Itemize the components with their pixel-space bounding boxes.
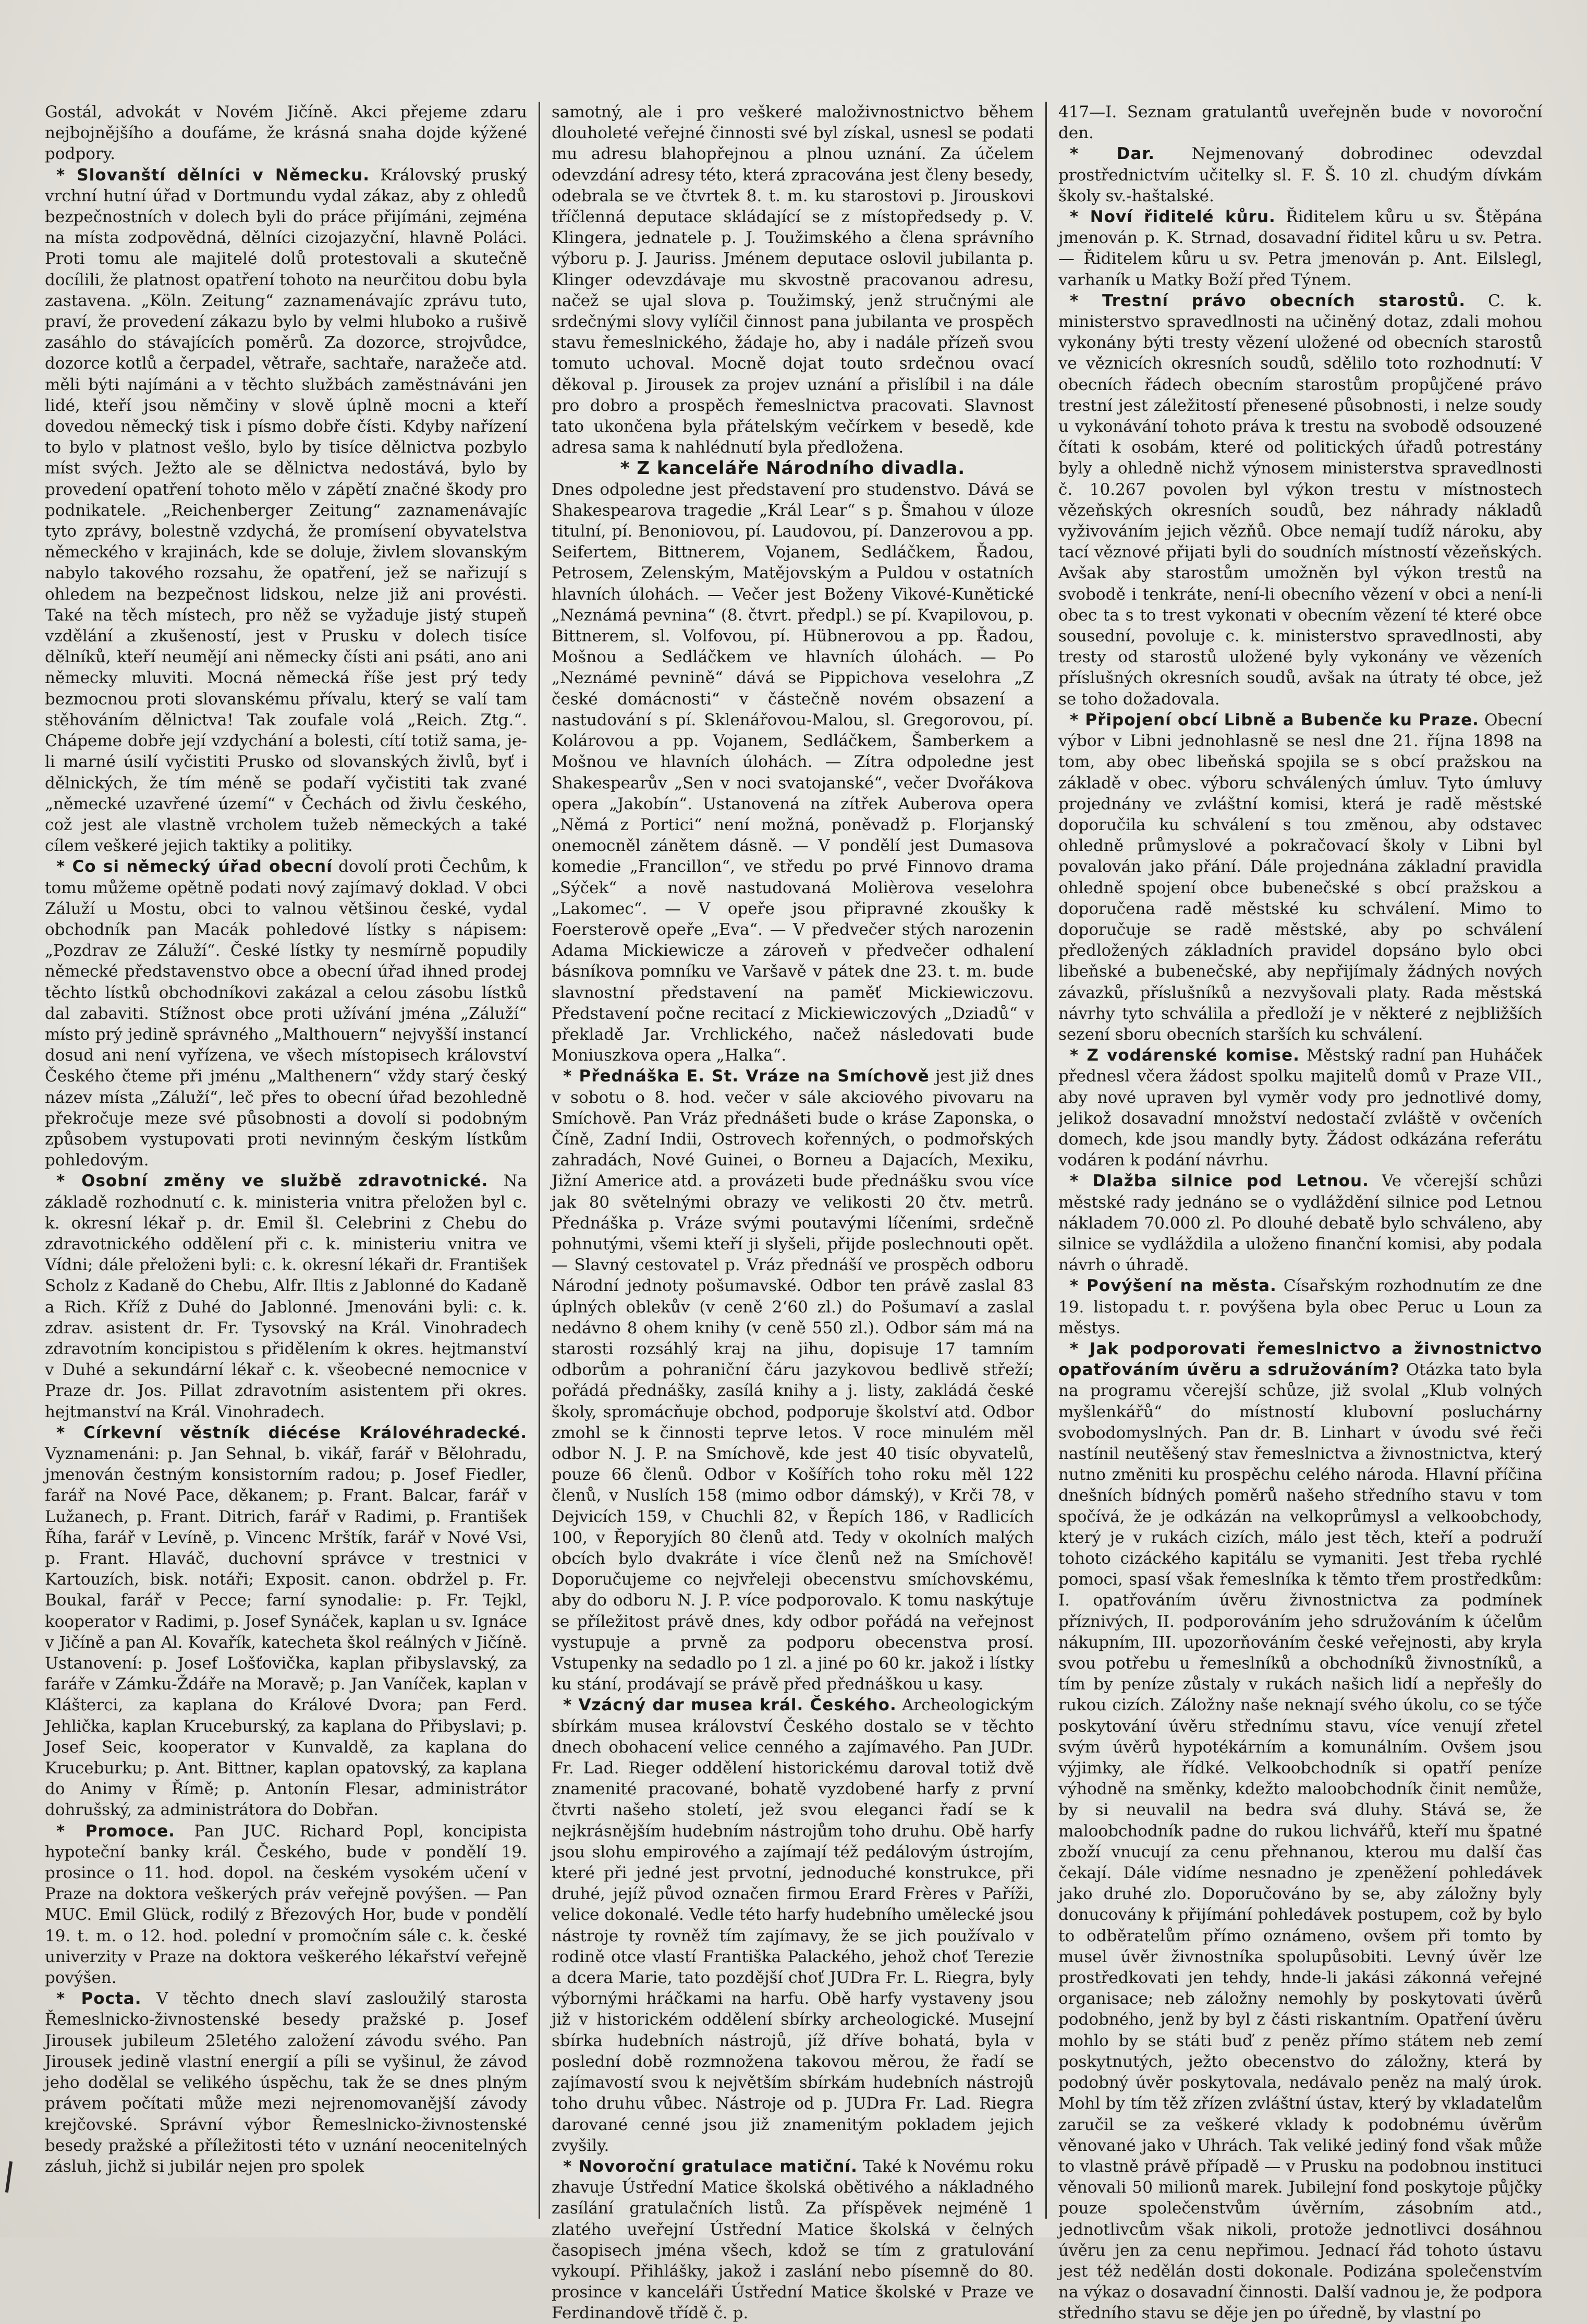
article-heading: * Církevní věstník diécése Královéhradecké. xyxy=(56,1423,527,1442)
article-text: dovolí proti Čechům, k tomu můžeme opětně podati nový zajímavý doklad. V obci Záluží u Mostu, obci to valnou většinou české, vydal obchodník pan Macák pohledové lístky s nápisem: „Pozdrav ze Záluží“. České lístky ty nesmírně popudily německé představenstvo obce a obecní úřad ihned prodej těchto lístků obchodníkovi zakázal a celou zásobu lístků dal zabaviti. Stížnost obce proti užívání jména „Záluží“ místo prý jedině správného „Malthouern“ nejvyšší instancí dosud ani není vyřízena, ve všech místopisech království Českého čteme při jménu „Malthenern“ vždy starý český název místa „Záluží“, leč přes to obecní úřad bezohledně překročuje meze své působnosti a dovolí si podobným způsobem vystupovati proti nevinným českým lístkům pohledovým. xyxy=(45,857,527,1170)
article-heading: * Noví řiditelé kůru. xyxy=(1070,208,1276,227)
article-heading: * Osobní změny ve službě zdravotnické. xyxy=(56,1172,489,1191)
article-paragraph xyxy=(45,1171,527,1422)
continued-paragraph xyxy=(552,102,1034,458)
article-paragraph xyxy=(552,2156,1034,2324)
article-text: Obecní výbor v Libni jednohlasně se nesl dne 21. října 1898 na tom, aby obec libeňská spojila se s obcí pražskou na základě v obec. výboru schválených úmluv. Tyto úmluvy projednány ve zvláštní komisi, která je radě městské doporučila ku schválení s tou změnou, aby odstavec ohledně průmyslové a pokračovací školy v Libni byl povalován jako přání. Dále projednána základní pravidla ohledně spojení obce bubenečské s obcí pražskou a doporučena radě městské ku schválení. Mimo to doporučuje se radě městské, aby po schválení předložených základních pravidel dopsáno bylo obci libeňské a bubenečské, aby nepřijímaly žádných nových závazků, příslušníků a nezvyšovali platy. Rada městská návrhy tyto schválila a předloží je v některé z nejbližších sezení sboru obecních starších ku schválení. xyxy=(1058,710,1542,1044)
article-heading: * Jak podporovati řemeslnictvo a živnostnictvo opatřováním úvěru a sdružováním? xyxy=(1058,1339,1542,1380)
article-heading: * Připojení obcí Libně a Bubenče ku Praze. xyxy=(1070,710,1479,729)
article-heading: * Dlažba silnice pod Letnou. xyxy=(1070,1172,1369,1191)
article-paragraph xyxy=(552,458,1034,1066)
article-paragraph xyxy=(1058,1339,1542,2324)
article-text: Ve včerejší schůzi městské rady jednáno se o vydláždění silnice pod Letnou nákladem 70.000 zl. Po dlouhé debatě bylo schváleno, aby silnice se vydláždila a uloženo finanční komisi, aby podala návrh o úhradě. xyxy=(1058,1172,1542,1275)
article-heading: * Co si německý úřad obecní xyxy=(56,857,333,877)
article-heading: * Pocta. xyxy=(56,1989,142,2009)
article-text: Městský radní pan Huháček přednesl včera žádost spolku majitelů domů v Praze VII., aby nové upraven byl vyměr vody pro jednotlivé domy, jelikož dosavadní množství nedostačí zvláště v ovčeních domech, kde jsou mandly byty. Žádost odkázána referátu vodáren k podání návrhu. xyxy=(1058,1046,1542,1170)
article-text: V těchto dnech slaví zasloužilý starosta Řemeslnicko-živnostenské besedy pražské p. Josef Jirousek jubileum 25letého založení závodu svého. Pan Jirousek jedině vlastní energií a píli se vyšinul, že závod jeho dodělal se velikého úspěchu, tak že se dnes plným právem počítati může mezi nejrenomovanější závody krejčovské. Správní výbor Řemeslnicko-živnostenské besedy pražské a příležitosti této v uznání neocenitelných zásluh, jichž si jubilár nejen pro spolek xyxy=(45,1989,527,2176)
article-paragraph xyxy=(45,1422,527,1821)
article-paragraph xyxy=(45,1821,527,1989)
article-heading: * Přednáška E. St. Vráze na Smíchově xyxy=(563,1067,930,1086)
article-text: samotný, ale i pro veškeré maloživnostnictvo během dlouholeté veřejné činnosti své byl získal, usnesl se podati mu adresu blahopřejnou a plnou uznání. Za účelem odevzdání adresy této, která zpracována jest členy besedy, odebrala se ve čtvrtek 8. t. m. ku starostovi p. Jirouskovi tříčlenná deputace skládající se z místopředsedy p. V. Klingera, jednatele p. J. Toužimského a člena správního výboru p. J. Jauriss. Jménem deputace oslovil jubilanta p. Klinger odevzdávaje mu skvostně pracovanou adresu, načež se ujal slova p. Toužimský, jenž stručnými ale srdečnými slovy vylíčil činnost pana jubilanta ve prospěch stavu řemeslnického, žádaje ho, aby i nadále přízeň svou tomuto uchoval. Mocně dojat touto srdečnou ovací děkoval p. Jirousek za projev uznání a přislíbil i na dále pro dobro a prospěch řemeslnictva pracovati. Slavnost tato ukončena byla přátelským večírkem v besedě, kde adresa sama k nahlédnutí byla předložena. xyxy=(552,103,1034,457)
article-paragraph xyxy=(1058,206,1542,290)
article-paragraph xyxy=(1058,290,1542,710)
article-paragraph xyxy=(45,165,527,857)
column-right xyxy=(1047,102,1554,2323)
article-paragraph xyxy=(1058,1275,1542,1339)
article-paragraph xyxy=(1058,1171,1542,1275)
article-text: Na základě rozhodnutí c. k. ministeria vnitra přeložen byl c. k. okresní lékař p. dr. Emil šl. Celebrini z Chebu do zdravotnického oddělení při c. k. ministeriu vnitra ve Vídni; dále přeloženi byli: c. k. okresní lékaři dr. František Scholz z Kadaně do Chebu, Alfr. Iltis z Jablonné do Kadaně a Rich. Kříž z Duhé do Jablonné. Jmenováni byli: c. k. zdrav. asistent dr. Fr. Tysovský na Král. Vinohradech zdravotním koncipistou s přidělením k okres. hejtmanství v Duhé a sekundární lékař c. k. všeobecné nemocnice v Praze dr. Jos. Pillat zdravotním asistentem při okres. hejtmanství na Král. Vinohradech. xyxy=(45,1172,527,1421)
article-paragraph xyxy=(1058,143,1542,206)
article-text: Vyznamenáni: p. Jan Sehnal, b. vikář, farář v Bělohradu, jmenován čestným konsistorním radou; p. Josef Fiedler, farář na Nové Pace, děkanem; p. Frant. Balcar, farář v Lužanech, p. Frant. Ditrich, farář v Radimi, p. František Říha, farář v Levíně, p. Vincenc Mrštík, farář v Nové Vsi, p. Frant. Hlaváč, duchovní správce v trestnici v Kartouzích, bisk. notáři; Exposit. canon. obdržel p. Fr. Boukal, farář v Pecce; farní synodalie: p. Fr. Tejkl, kooperator v Radimi, p. Josef Synáček, kaplan u sv. Ignáce v Jičíně a pan Al. Kovařík, katecheta škol reálných v Jičíně. Ustanovení: p. Josef Lošťovička, kaplan přibyslavský, za faráře v Zámku-Ždáře na Moravě; p. Jan Vaníček, kaplan v Klášterci, za kaplana do Králové Dvora; pan Ferd. Jehlička, kaplan Kruceburský, za kaplana do Přibyslavi; p. Josef Seic, kooperator v Kunvaldě, za kaplana do Kruceburku; p. Ant. Bittner, kaplan opatovský, za kaplana do Animy v Římě; p. Antonín Flesar, administrátor dohrušský, za administrátora do Dobřan. xyxy=(45,1444,527,1820)
article-heading: * Z kanceláře Národního divadla. xyxy=(620,458,966,479)
article-heading: * Slovanští dělníci v Německu. xyxy=(56,165,370,185)
article-heading: * Vzácný dar musea král. Českého. xyxy=(563,1696,897,1715)
article-text: Otázka tato byla na programu včerejší schůze, již svolal „Klub volných myšlenkářů“ do místností klubovní posluchárny svobodomyslných. Pan dr. B. Linhart v úvodu své řeči nastínil neutěšený stav řemeslnictva a živnostnictva, který nutno změniti ku prospěchu celého národa. Hlavní příčina dnešních bídných poměrů našeho středního stavu v tom spočívá, že je odkázán na velkoprůmysl a velkoobchody, který je v rukách cizích, málo jest těch, kteří a podruží tohoto cizáckého kapitálu se vymaniti. Jest třeba rychlé pomoci, spasí však řemeslníka k těmto třem prostředkům: I. opatřováním úvěru živnostnictva za podmínek příznivých, II. podporováním jeho sdružováním k účelům nákupním, III. upozorňováním české veřejnosti, aby kryla svou potřebu u řemeslníků a obchodníků živnostníků, a tím by peníze zůstaly v rukách našich lidí a nepřešly do rukou cizích. Záložny naše neknají svého úkolu, co se týče poskytování úvěru střednímu stavu, více venují zřetel svým úvěrů hypotékárním a komunálním. Ovšem jsou výjimky, ale řídké. Velkoobchodník si opatří peníze výhodně na směnky, kdežto maloobchodník činit nemůže, by si neuvalil na bedra svá dluhy. Stává se, že maloobchodník padne do rukou lichvářů, kteří mu špatné zboží vnucují za cenu přehnanou, kterou mu další čas čekají. Dále vidíme nesnadno je zpeněžení pohledávek jako druhé zlo. Doporučováno by se, aby záložny byly donucovány k přijímání pohledávek postupem, což by bylo to odběratelům přímo oznámeno, ovšem při tomto by musel úvěr živnostníka spolupůsobiti. Levný úvěr lze prostředkovati jen tehdy, hnde-li jakási zákonná veřejné organisace; neb záložny nemohly by poskytovati úvěrů podobného, jenž by byl z části riskantním. Opatření úvěru mohlo by se státi buď z peněz přímo státem neb zemí poskytnutých, ježto obecenstvo do záložny, která by podobný úvěr poskytovala, nedávalo peněz na malý úrok. Mohl by tím těž zřízen zvláštní ústav, který by vkladatelům zaručil se za veškeré vklady k podobnému úvěrům věnované jako v Uhrách. Tak veliké jediný fond však může to vlastně právě případě — v Prusku na podobnou instituci věnovali 50 milionů marek. Jubilejní fond poskytoje půjčky pouze společenstvům úvěrním, zásobním atd., jednotlivcům však nikoli, protože jednotlivci dosáhnou úvěru jen za cenu nepřimou. Jednací řád tohoto ústavu jest též nedělán dosti dokonale. Podizána společenstvím na výkaz o dosavadní činnosti. Další vadnou je, že podpora středního stavu se děje jen po úředně, by vlastní po xyxy=(1058,1360,1542,2323)
article-text: Císařským rozhodnutím ze dne 19. listopadu t. r. povýšena byla obec Peruc u Loun za městys. xyxy=(1058,1276,1543,1337)
article-text: C. k. ministerstvo spravedlnosti na učiněný dotaz, zdali mohou vykonány býti tresty vězení uložené od obecních starostů ve věznicích okresních soudů, sdělilo toto rozhodnutí: V obecních řádech obecním starostům propůjčené právo trestní jest záležitostí přenesené působnosti, i nelze soudy u vykonávání tohoto práva k trestu na svobodě odsouzené čítati k osobám, které od politických úřadů potrestány byly a ohledně nichž výnosem ministerstva spravedlnosti č. 10.267 povolen byl výkon trestu v místnostech vězeňských okresních soudů, bez náhrady nákladů vyživováním jejich vězňů. Obce nemají tudíž nároku, aby tací věznové přijati byli do soudních místností vězeňských. Avšak aby starostům umožněn byl výkon trestů na svobodě i tenkráte, není-li obecního vězení v obci a není-li obec ta s to trest vykonati v obecním vězení té které obce sousední, povoluje c. k. ministerstvo spravedlnosti, aby tresty od starostů uložené byly vykonány ve vězeních příslušných okresních soudů, avšak na útraty té obce, jež se toho dožadovala. xyxy=(1058,291,1542,709)
article-text: Královský pruský vrchní hutní úřad v Dortmundu vydal zákaz, aby z ohledů bezpečnostních v dolech byli do práce přijímáni, zejména na místa zodpovědná, dělníci cizojazyční, hlavně Poláci. Proti tomu ale majitelé dolů protestovali a skutečně docílili, že platnost opatření tohoto na neurčitou dobu byla zastavena. „Köln. Zeitung“ zaznamenávajíc zprávu tuto, praví, že provedení zákazu bylo by velmi hluboko a rušivě zasáhlo do stávajících poměrů. Za dozorce, strojvůdce, dozorce kotlů a čerpadel, větraře, sachtaře, naražeče atd. měli býti najímáni a v těchto službách zaměstnáváni jen lidé, kteří jsou němčiny v slově úplně mocni a kteří dovedou německý tisk i písmo dobře čísti. Kdyby nařízení to bylo v platnost vešlo, bylo by tisíce dělnictva pozbylo míst svých. Ježto ale se dělnictva nedostává, bylo by provedení opatření tohoto mělo v zápětí značné škody pro podnikatele. „Reichenberger Zeitung“ zaznamenávajíc tyto zprávy, bolestně vzdychá, že promísení obyvatelstva německého v krajinách, kde se doluje, živlem slovanským nabylo takového rozsahu, že opatření, jež se nařizují s ohledem na bezpečnost lidskou, nelze již ani provésti. Také na těch místech, pro něž se vyžaduje jistý stupeň vzdělání a zkušeností, jest v Prusku v dolech tisíce dělníků, kteří neumějí ani německy čísti ani psáti, ano ani německy mluviti. Mocná německá říše jest prý tedy bezmocnou proti slovanskému přívalu, který se valí tam stěhováním dělnictva! Tak zoufale volá „Reich. Ztg.“. Chápeme dobře její vzdychání a bolesti, cítí totiž sama, je-li marné úsilí vyčistiti Prusko od slovanských živlů, byť i dělnických, že tím méně se podaří vyčistiti tak zvané „německé uzavřené území“ v Čechách od živlu českého, což jest ale vlastně vrcholem tužeb německých a také cílem veškeré jejich taktiky a politiky. xyxy=(45,165,527,856)
article-text: 417—I. Seznam gratulantů uveřejněn bude v novoroční den. xyxy=(1058,103,1542,143)
article-paragraph xyxy=(45,1988,527,2177)
continued-paragraph xyxy=(1058,102,1542,143)
article-paragraph xyxy=(1058,1045,1542,1171)
article-paragraph xyxy=(552,1066,1034,1695)
article-heading: * Promoce. xyxy=(56,1821,175,1841)
scan-edge-mark xyxy=(5,2161,13,2193)
article-text: Pan JUC. Richard Popl, koncipista hypoteční banky král. Českého, bude v pondělí 19. prosince o 11. hod. dopol. na českém vysokém učení v Praze na doktora veškerých práv veřejně povýšen. — Pan MUC. Emil Glück, rodilý z Březových Hor, bude v pondělí 19. t. m. o 12. hod. polední v promočním sále c. k. české univerzity v Praze na doktora veškerého lékařství veřejně povýšen. xyxy=(45,1821,527,1988)
article-text: Také k Novému roku zhavuje Ústřední Matice školská obětivého a nákladného zasílání gratulačních listů. Za příspěvek nejméně 1 zlatého uveřejní Ústřední Matice školská v čelných časopisech jména všech, kdož se tím z gratulování vykoupí. Přihlášky, jakož i zaslání nebo písemně do 80. prosince v kanceláři Ústřední Matice školské v Praze ve Ferdinandově třídě č. p. xyxy=(552,2157,1034,2323)
article-heading: * Novoroční gratulace matiční. xyxy=(563,2157,858,2176)
article-text: Nejmenovaný dobrodinec odevzdal prostřednictvím učitelky sl. F. Š. 10 zl. chudým dívkám školy sv.-haštalské. xyxy=(1058,144,1542,205)
article-paragraph xyxy=(552,1695,1034,2156)
article-paragraph xyxy=(1058,710,1542,1045)
article-text: Dnes odpoledne jest představení pro studenstvo. Dává se Shakespearova tragedie „Král Lear“ s p. Šmahou v úloze titulní, pí. Benoniovou, pí. Laudovou, pí. Danzerovou a pp. Seifertem, Bittnerem, Vojanem, Sedláčkem, Řadou, Petrosem, Zelenským, Matějovským a Puldou v ostatních hlavních úlohách. — Večer jest Boženy Vikové-Kunětické „Neznámá pevnina“ (8. čtvrt. předpl.) se pí. Kvapilovou, p. Bittnerem, sl. Volfovou, pí. Hübnerovou a pp. Řadou, Mošnou a Sedláčkem ve hlavních úlohách. — Po „Neznámé pevnině“ dává se Pippichova veselohra „Z české domácnosti“ v částečně novém obsazení a nastudování s pí. Sklenářovou-Malou, sl. Gregorovou, pí. Kolárovou a pp. Vojanem, Sedláčkem, Šamberkem a Mošnou ve hlavních úlohách. — Zítra odpoledne jest Shakespearův „Sen v noci svatojanské“, večer Dvořákova opera „Jakobín“. Ustanovená na zítřek Auberova opera „Němá z Portici“ není možná, poněvadž p. Florjanský onemocněl zánětem dásně. — V pondělí jest Dumasova komedie „Francillon“, ve středu po prvé Finnovo drama „Sýček“ a nově nastudovaná Molièrova veselohra „Lakomec“. — V opeře jsou připravné zkoušky k Foersterově opeře „Eva“. — V předvečer stých narozenin Adama Mickiewicze a zároveň v předvečer odhalení básníkova pomníku ve Varšavě v pátek dne 23. t. m. bude slavnostní představení na paměť Mickiewiczovu. Představení počne recitací z Mickiewiczových „Dziadů“ v překladě Jar. Vrchlického, načež následovati bude Moniuszkova opera „Halka“. xyxy=(552,480,1034,1065)
article-paragraph xyxy=(45,856,527,1171)
continued-paragraph xyxy=(45,102,527,165)
article-heading: * Z vodárenské komise. xyxy=(1070,1046,1300,1065)
article-heading: * Dar. xyxy=(1070,144,1155,164)
article-text: Gostál, advokát v Novém Jičíně. Akci přejeme zdaru nejbojnějšího a doufáme, že krásná snaha dojde kýžené podpory. xyxy=(45,103,527,164)
article-text: Archeologickým sbírkám musea království Českého dostalo se v těchto dnech obohacení velice cenného a zajímavého. Pan JUDr. Fr. Lad. Rieger oddělení historickému daroval totiž dvě znamenité pracované, bohatě vyzdobené harfy z první čtvrti našeho století, jež svou eleganci řadí se k nejkrásnějším hudebním nástrojům toho druhu. Obě harfy jsou slohu empirového a zajímají též pedálovým ústrojím, které při jedné jest prvotní, jednoduché konstrukce, při druhé, jejíž původ označen firmou Erard Frères v Paříži, velice dokonalé. Vedle této harfy hudebního umělecké jsou nástroje ty rovněž tím zajímavy, že se jich používalo v rodině otce vlastí Františka Palackého, jehož choť Terezie a dcera Marie, tato pozdější choť JUDra Fr. L. Riegra, byly výbornými hráčkami na harfu. Obě harfy vystaveny jsou již v historickém oddělení sbírky archeologické. Musejní sbírka hudebních nástrojů, jíž dříve bohatá, byla v poslední době rozmnožena takovou měrou, že řadí se zajímavostí svou k největším sbírkám hudebních nástrojů toho druhu vůbec. Nástroje od p. JUDra Fr. Lad. Riegra darované cenné jsou již znamenitým pokladem jejich zvyšily. xyxy=(552,1696,1034,2155)
article-heading: * Povýšení na města. xyxy=(1070,1276,1277,1296)
column-left xyxy=(33,102,540,2219)
column-middle xyxy=(540,102,1047,2323)
article-text: Řiditelem kůru u sv. Štěpána jmenován p. K. Strnad, dosavadní řiditel kůru u sv. Petra. — Řiditelem kůru u sv. Petra jmenován p. Ant. Eilslegl, varhaník u Matky Boží před Týnem. xyxy=(1058,208,1542,289)
article-columns xyxy=(33,102,1554,2323)
article-heading: * Trestní právo obecních starostů. xyxy=(1070,291,1466,310)
article-text: jest již dnes v sobotu o 8. hod. večer v sále akciového pivovaru na Smíchově. Pan Vráz přednášeti bude o kráse Zaponska, o Číně, Zadní Indii, Ostrovech kořenných, o podmořských zahradách, Nové Guinei, o Borneu a Dajacích, Mexiku, Jižní Americe atd. a provázeti bude přednášku svou více jak 80 světelnými obrazy ve velikosti 20 čtv. metrů. Přednáška p. Vráze svými poutavými líčeními, srdečně pohnutými, všemi kteří ji slyšeli, přijde poslechnouti opět. — Slavný cestovatel p. Vráz přednáší ve prospěch odboru Národní jednoty pošumavské. Odbor ten právě zaslal 83 úplných oblekův (v ceně 2‘60 zl.) do Pošumaví a zaslal nedávno 8 ohem knihy (v ceně 550 zl.). Odbor sám má na starosti rozsáhlý kraj na jihu, dopisuje 17 tamním odborům a pohraniční čáru jazykovou bedlivě střeží; pořádá přednášky, zasílá knihy a j. listy, zakládá české školy, spromácňuje obchod, podporuje školství atd. Odbor zmohl se k činnosti teprve letos. V roce minulém měl odbor N. J. P. na Smíchově, kde jest 40 tisíc obyvatelů, pouze 66 členů. Odbor v Košířích toho roku měl 122 členů, v Nuslích 158 (mimo odbor dámský), v Krči 78, v Dejvicích 159, v Chuchli 82, v Řepích 186, v Radlicích 100, v Řeporyjích 80 členů atd. Tedy v okolních malých obcích bylo dvakráte i více členů než na Smíchově! Doporučujeme co nejvřeleji obecenstvu smíchovskému, aby do odboru N. J. P. více podporovalo. K tomu naskýtuje se příležitost právě dnes, kdy odbor pořádá na veřejnost vystupuje a prvně za podporu obecenstva prosí. Vstupenky na sedadlo po 1 zl. a jiné po 60 kr. jakož i lístky ku stání, prodávají se právě před přednáškou u kasy. xyxy=(552,1067,1034,1694)
